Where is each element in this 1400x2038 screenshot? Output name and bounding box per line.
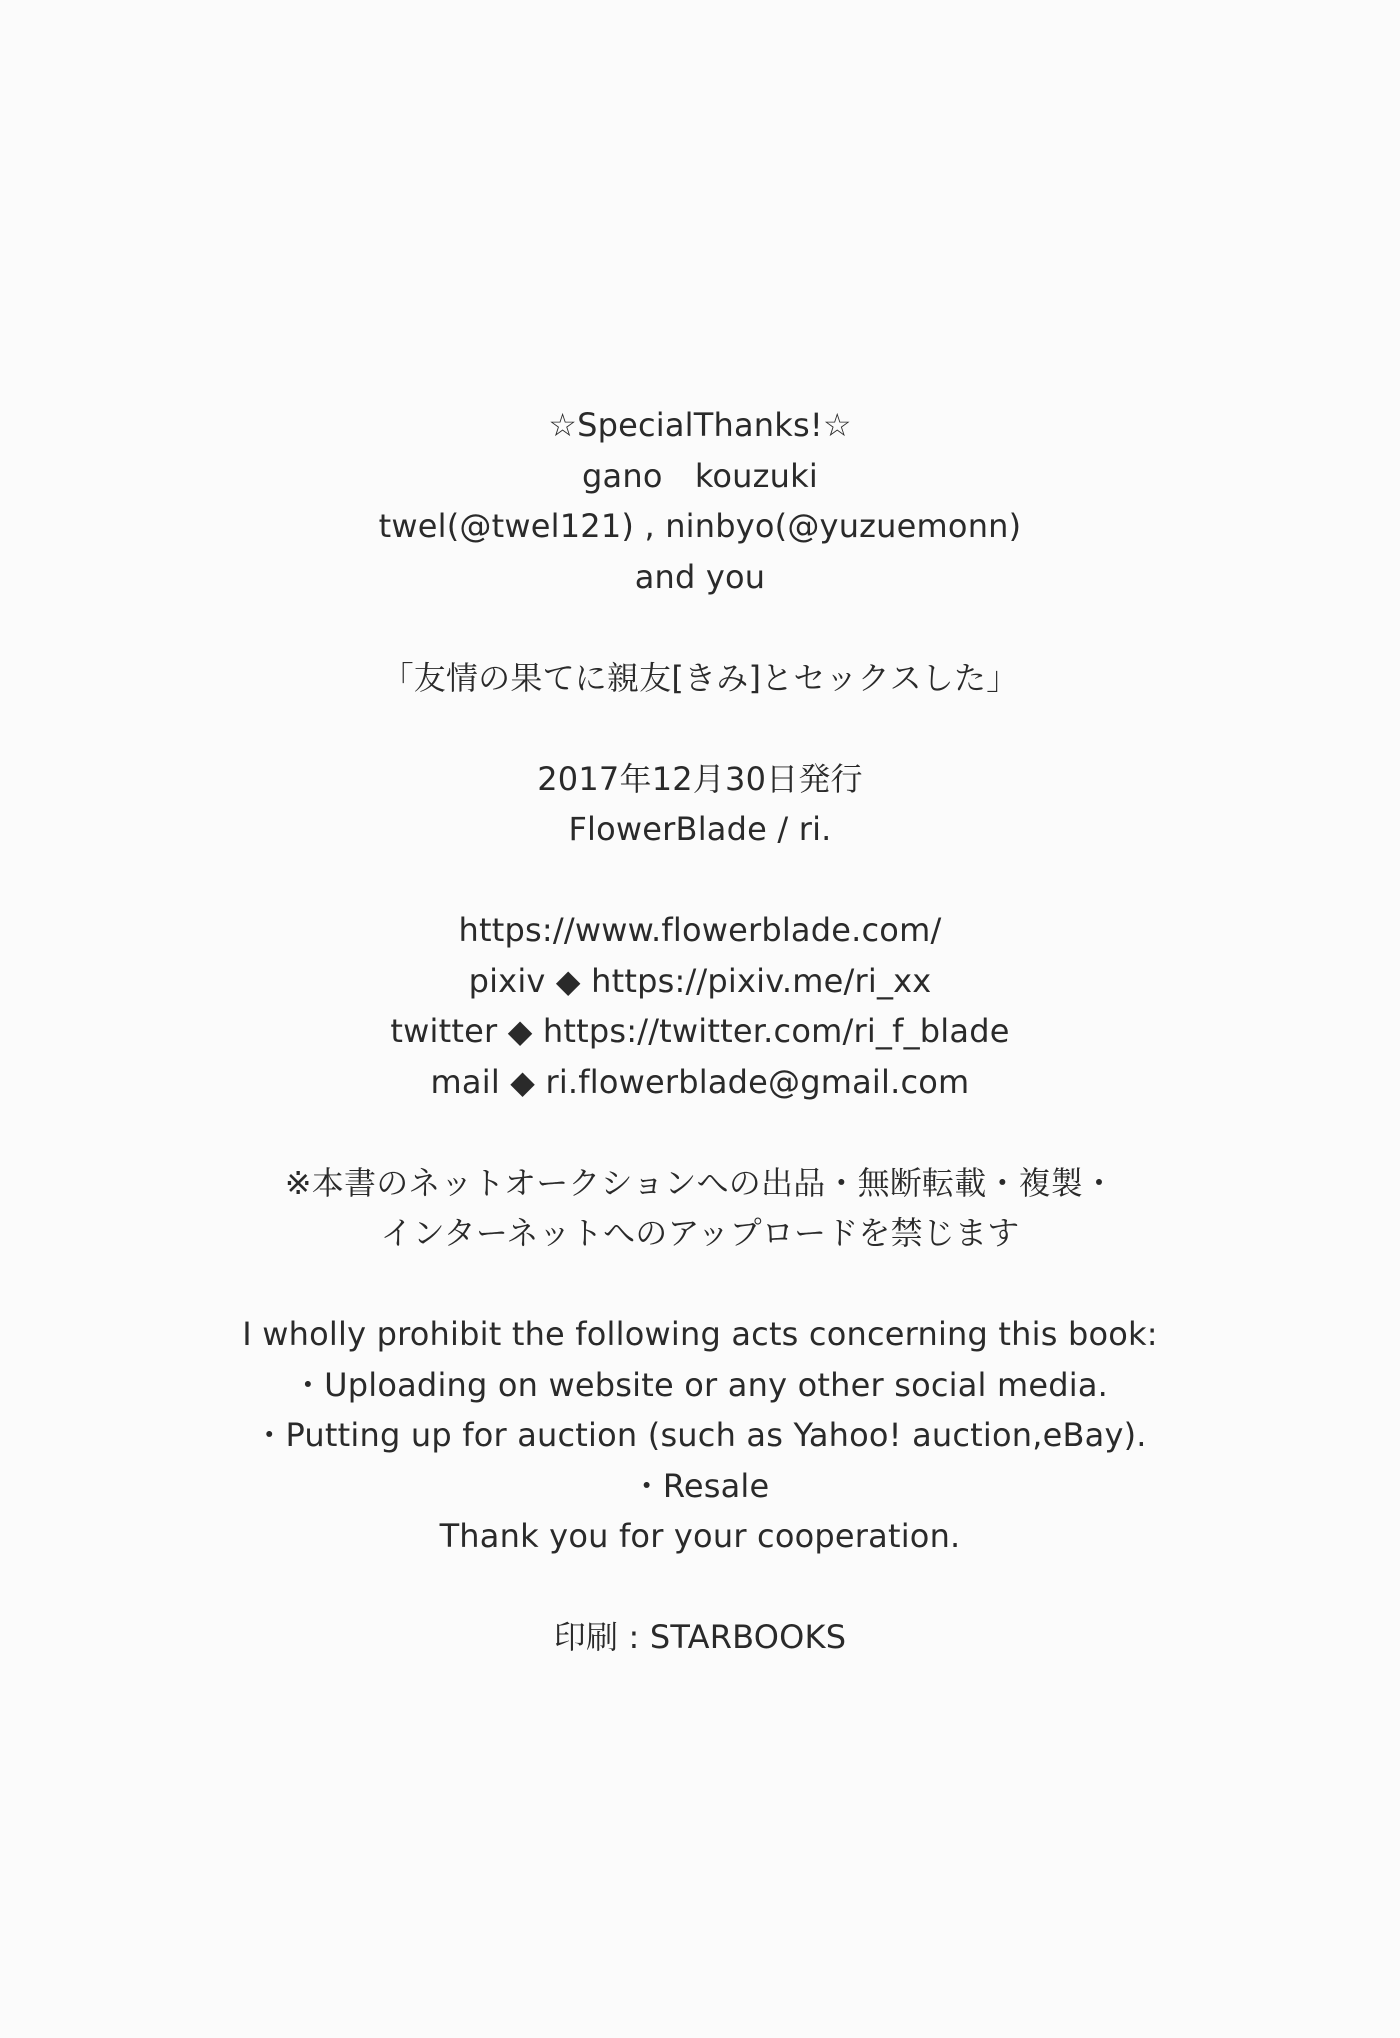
special-thanks-closing: and you (634, 557, 766, 596)
notice-en-item-upload: ・Uploading on website or any other social media. (291, 1365, 1109, 1404)
spacer (0, 602, 1400, 653)
publication-date: 2017年12月30日発行 (537, 759, 863, 798)
special-thanks-names: gano kouzuki (582, 456, 818, 495)
pixiv-link: pixiv ◆ https://pixiv.me/ri_xx (468, 961, 932, 1000)
spacer (0, 703, 1400, 754)
spacer (0, 1562, 1400, 1613)
special-thanks-handles: twel(@twel121) , ninbyo(@yuzuemonn) (378, 507, 1022, 545)
notice-en-intro: I wholly prohibit the following acts concerning this book: (242, 1315, 1158, 1353)
website-link: https://www.flowerblade.com/ (458, 911, 942, 949)
special-thanks-heading: ☆SpecialThanks!☆ (548, 406, 852, 444)
notice-en-item-resale: ・Resale (630, 1466, 770, 1505)
twitter-link: twitter ◆ https://twitter.com/ri_f_blade (390, 1012, 1010, 1050)
book-title: 「友情の果てに親友[きみ]とセックスした」 (381, 658, 1019, 697)
notice-ja-line-2: インターネットへのアップロードを禁じます (380, 1214, 1020, 1252)
spacer (0, 1107, 1400, 1158)
notice-en-thanks: Thank you for your cooperation. (439, 1517, 961, 1555)
mail-link: mail ◆ ri.flowerblade@gmail.com (430, 1062, 970, 1101)
printer-credit: 印刷 : STARBOOKS (553, 1618, 847, 1656)
spacer (0, 1259, 1400, 1310)
colophon-text-block (0, 400, 1400, 1663)
notice-ja-line-1: ※本書のネットオークションへの出品・無断転載・複製・ (284, 1163, 1116, 1202)
circle-name: FlowerBlade / ri. (568, 810, 832, 848)
notice-en-item-auction: ・Putting up for auction (such as Yahoo! auction,eBay). (253, 1416, 1147, 1454)
spacer (0, 855, 1400, 906)
